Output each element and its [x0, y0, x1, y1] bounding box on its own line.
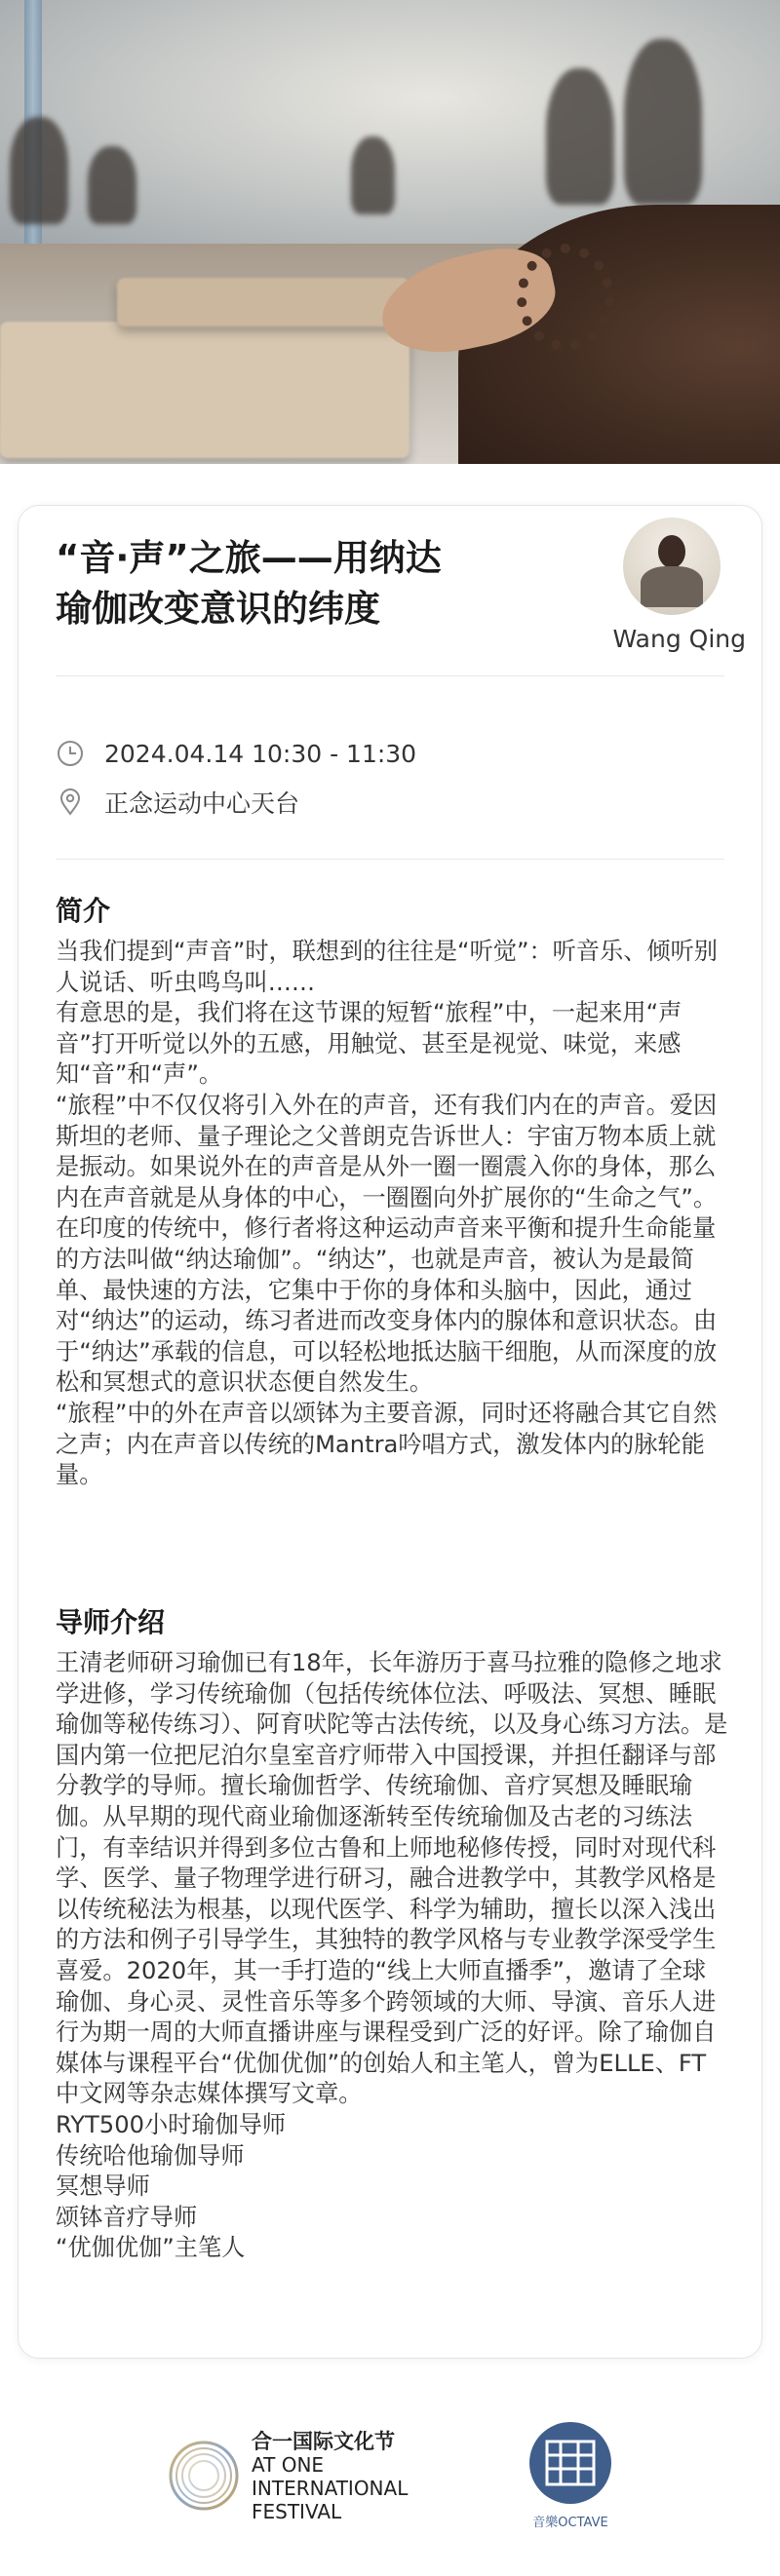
- teacher-name: Wang Qing: [612, 625, 746, 653]
- teacher-avatar[interactable]: [623, 518, 721, 615]
- location-row: [56, 783, 299, 822]
- event-title: “音·声”之旅——用纳达 瑜伽改变意识的纬度: [56, 537, 442, 630]
- hero-photo: [0, 0, 780, 464]
- octave-logo-icon: [529, 2422, 611, 2504]
- intro-heading: 简介: [56, 895, 111, 927]
- location-pin-icon: [56, 788, 85, 817]
- event-location: 正念运动中心天台: [104, 789, 300, 818]
- at-one-festival-logo-icon: [164, 2422, 244, 2529]
- footer: [0, 2412, 780, 2549]
- divider: [56, 859, 724, 860]
- festival-name: 合一国际文化节 AT ONE INTERNATIONAL FESTIVAL: [252, 2430, 409, 2523]
- octave-logo: 音樂OCTAVE: [526, 2422, 614, 2539]
- mentor-heading: 导师介绍: [56, 1606, 166, 1638]
- mentor-paragraph: 王清老师研习瑜伽已有18年，长年游历于喜马拉雅的隐修之地求学进修，学习传统瑜伽（包括传统体位法、呼吸法、冥想、睡眠瑜伽等秘传练习）、阿育吠陀等古法传统，以及身心练习方法。是国内第一位把尼泊尔皇室音疗师带入中国授课，并担任翻译与部分教学的导师。擅长瑜伽哲学、传统瑜伽、音疗冥想及睡眠瑜伽。从早期的现代商业瑜伽逐渐转至传统瑜伽及古老的习练法门，有幸结识并得到多位古鲁和上师地秘修传授，同时对现代科学、医学、量子物理学进行研习，融合进教学中，其教学风格是以传统秘法为根基，以现代医学、科学为辅助，擅长以深入浅出的方法和例子引导学生，其独特的教学风格与专业教学深受学生喜爱。2020年，其一手打造的“线上大师直播季”，邀请了全球瑜伽、身心灵、灵性音乐等多个跨领域的大师、导演、音乐人进行为期一周的大师直播讲座与课程受到广泛的好评。除了瑜伽自媒体与课程平台“优伽优伽”的创始人和主笔人，曾为ELLE、FT中文网等杂志媒体撰写文章。 RYT500小时瑜伽导师 传统哈他瑜伽导师 冥想导师 颂钵音疗导师 “优伽优伽”主笔人: [56, 1649, 728, 2262]
- divider: [56, 675, 724, 676]
- event-datetime: 2024.04.14 10:30 - 11:30: [104, 739, 417, 768]
- intro-paragraph: 当我们提到“声音”时，联想到的往往是“听觉”：听音乐、倾听别人说话、听虫鸣鸟叫…… 有意思的是，我们将在这节课的短暂“旅程”中，一起来用“声音”打开听觉以外的五感，用触觉、甚至是视觉、味觉，来感知“音”和“声”。 “旅程”中不仅仅将引入外在的声音，还有我们内在的声音。爱因斯坦的老师、量子理论之父普朗克告诉世人：宇宙万物本质上就是振动。如果说外在的声音是从外一圈一圈震入你的身体，那么内在声音就是从身体的中心，一圈圈向外扩展你的“生命之气”。 在印度的传统中，修行者将这种运动声音来平衡和提升生命能量的方法叫做“纳达瑜伽”。“纳达”，也就是声音，被认为是最简单、最快速的方法，它集中于你的身体和头脑中，因此，通过对“纳达”的运动，练习者进而改变身体内的腺体和意识状态。由于“纳达”承载的信息，可以轻松地抵达脑干细胞，从而深度的放松和冥想式的意识状态便自然发生。 “旅程”中的外在声音以颂钵为主要音源，同时还将融合其它自然之声；内在声音以传统的Mantra吟唱方式，激发体内的脉轮能量。: [56, 938, 718, 1489]
- event-card: [18, 505, 762, 2359]
- datetime-row: [56, 734, 416, 773]
- clock-icon: [56, 739, 85, 768]
